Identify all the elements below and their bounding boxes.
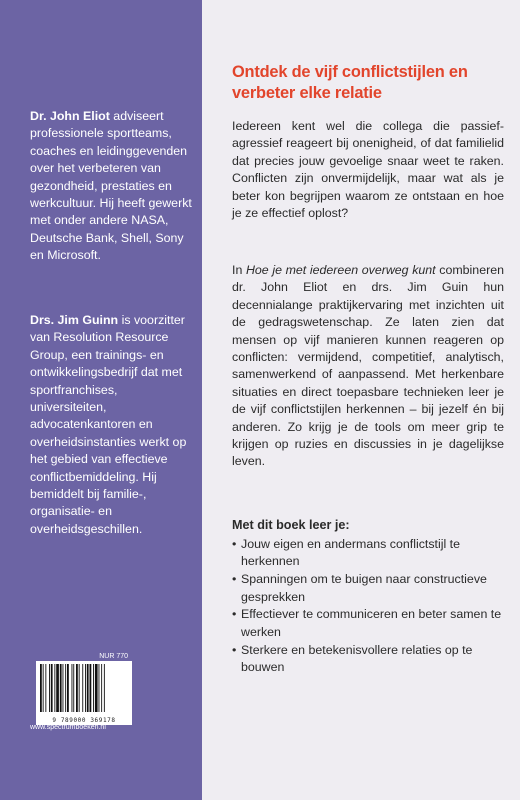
publisher-website: www.spectrumboeken.nl (30, 724, 106, 731)
nur-code: NUR 770 (99, 653, 128, 660)
barcode-bar (93, 664, 94, 712)
list-item: • Effectiever te communiceren en beter samen te werken (232, 606, 504, 641)
author-bio-john-eliot (30, 108, 192, 265)
barcode-bar (67, 664, 69, 712)
author-bio-jim-guinn (30, 312, 192, 538)
back-cover-left-panel (0, 0, 202, 800)
barcode-bar (43, 664, 44, 712)
learn-heading: Met dit boek leer je: (232, 518, 350, 532)
author-name: Drs. Jim Guinn (30, 313, 119, 327)
barcode-bar (72, 664, 73, 712)
barcode-bar (82, 664, 83, 712)
description-paragraph (232, 262, 504, 471)
barcode-bar (95, 664, 98, 712)
author-name: Dr. John Eliot (30, 109, 110, 123)
barcode-bar (40, 664, 42, 712)
barcode-bar (79, 664, 80, 712)
barcode-bar (54, 664, 55, 712)
barcode-bar (51, 664, 53, 712)
list-item: • Sterkere en betekenisvollere relaties op te bouwen (232, 642, 504, 677)
barcode-bar (99, 664, 100, 712)
barcode-bar (101, 664, 102, 712)
book-title: Hoe je met iedereen overweg kunt (245, 263, 436, 277)
isbn-barcode (36, 661, 132, 725)
description-text: combineren dr. John Eliot en drs. Jim Guin hun decennialange praktijkervaring met inzichten uit de gedragswetenschap. Ze laten zien dat mensen op vijf manieren kunnen reageren op conflicten: vermijdend, competitief, analytisch, samenwerkend of aanpassend. Met herkenbare situaties en direct toepasbare technieken leer je de vijf conflictstijlen herkennen – bij jezelf én bij anderen. Zo krijg je de tools om meer grip te krijgen op ruzies en discussies in je dagelijkse leven. (232, 263, 504, 469)
headline: Ontdek de vijf conflictstijlen en verbeter elke relatie (232, 63, 468, 102)
author-bio-text: adviseert professionele sportteams, coaches en leidinggevenden over het verbeteren van gezondheid, prestaties en werkcultuur. Hij heeft gewerkt met onder andere NASA, Deutsche Bank, Shell, Sony en Microsoft. (30, 109, 192, 263)
barcode-bar (65, 664, 66, 712)
barcode-bar (73, 664, 74, 712)
barcode-bar (49, 664, 50, 712)
list-item: • Spanningen om te buigen naar constructieve gesprekken (232, 571, 504, 606)
barcode-bar (85, 664, 86, 712)
barcode-bar (104, 664, 105, 712)
barcode-bar (76, 664, 78, 712)
barcode-bar (60, 664, 62, 712)
list-item: • Jouw eigen en andermans conflictstijl te herkennen (232, 536, 504, 571)
author-bio-text: is voorzitter van Resolution Resource Group, een trainings- en ontwikkelingsbedrijf dat met sportfranchises, universiteiten, advocatenkantoren en overheidsinstanties werkt op het gebied van effectieve conflictbemiddeling. Hij bemiddelt bij familie-, organisatie- en overheidsgeschillen. (30, 313, 187, 536)
barcode-bar (63, 664, 64, 712)
barcode-bar (45, 664, 46, 712)
isbn-number: 9 789000 369178 (52, 717, 116, 724)
barcode-bar (56, 664, 59, 712)
barcode-bar (87, 664, 89, 712)
barcode-block (36, 652, 132, 725)
intro-paragraph: Iedereen kent wel die collega die passief-agressief reageert bij onenigheid, of dat familielid dat precies jouw gevoelige snaar weet te raken. Conflicten zijn onvermijdelijk, maar wat als je beter kon begrijpen waarom ze ontstaan en hoe je ze effectief oplost? (232, 119, 504, 221)
learn-list (232, 536, 504, 677)
barcode-bars (39, 664, 129, 712)
barcode-bar (90, 664, 92, 712)
description-prefix: In (232, 263, 246, 277)
